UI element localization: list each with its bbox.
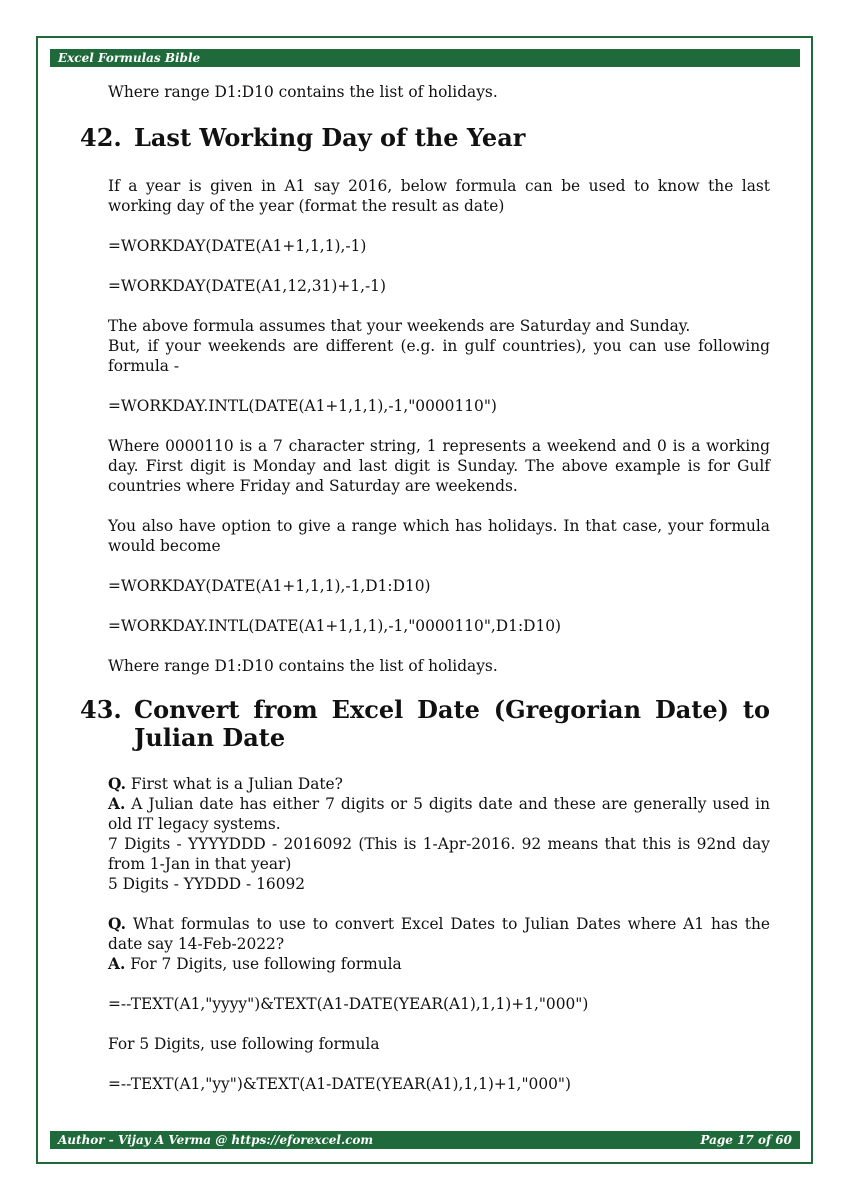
section-43-heading xyxy=(80,696,770,752)
formula: =--TEXT(A1,"yyyy")&TEXT(A1-DATE(YEAR(A1),1,1)+1,"000") xyxy=(108,995,589,1013)
formula: =WORKDAY.INTL(DATE(A1+1,1,1),-1,"0000110",D1:D10) xyxy=(108,617,562,635)
question-text: What formulas to use to convert Excel Dates to Julian Dates where A1 has the date say 14-Feb-2022? xyxy=(108,915,770,953)
question xyxy=(108,774,770,794)
paragraph: But, if your weekends are different (e.g. in gulf countries), you can use following formula - xyxy=(108,337,770,375)
section-42-title: Last Working Day of the Year xyxy=(134,123,526,152)
section-43-title: Convert from Excel Date (Gregorian Date) to Julian Date xyxy=(134,695,770,752)
paragraph: 5 Digits - YYDDD - 16092 xyxy=(108,875,306,893)
answer xyxy=(108,794,770,834)
paragraph: You also have option to give a range which has holidays. In that case, your formula would become xyxy=(108,517,770,555)
page-footer xyxy=(50,1131,800,1149)
answer-text: For 7 Digits, use following formula xyxy=(125,955,402,973)
paragraph: Where range D1:D10 contains the list of holidays. xyxy=(108,657,498,675)
paragraph: For 5 Digits, use following formula xyxy=(108,1035,380,1053)
paragraph: If a year is given in A1 say 2016, below formula can be used to know the last working day of the year (format the result as date) xyxy=(108,177,770,215)
intro-line: Where range D1:D10 contains the list of holidays. xyxy=(108,83,498,101)
question-label: Q. xyxy=(108,915,126,933)
section-42-number: 42. xyxy=(80,123,122,152)
question xyxy=(108,914,770,954)
answer-text: A Julian date has either 7 digits or 5 digits date and these are generally used in old IT legacy systems. xyxy=(108,795,770,833)
formula: =--TEXT(A1,"yy")&TEXT(A1-DATE(YEAR(A1),1,1)+1,"000") xyxy=(108,1075,571,1093)
formula: =WORKDAY(DATE(A1+1,1,1),-1,D1:D10) xyxy=(108,577,431,595)
page-content xyxy=(80,82,770,1094)
footer-author: Author - Vijay A Verma @ https://eforexcel.com xyxy=(58,1133,374,1147)
footer-page-number: Page 17 of 60 xyxy=(700,1133,792,1147)
question-text: First what is a Julian Date? xyxy=(126,775,343,793)
question-label: Q. xyxy=(108,775,126,793)
answer-label: A. xyxy=(108,795,126,813)
paragraph: Where 0000110 is a 7 character string, 1 represents a weekend and 0 is a working day. First digit is Monday and last digit is Sunday. The above example is for Gulf countries where Friday and Saturday are weekends. xyxy=(108,437,770,495)
formula: =WORKDAY(DATE(A1,12,31)+1,-1) xyxy=(108,277,386,295)
page-header xyxy=(50,49,800,67)
header-title: Excel Formulas Bible xyxy=(58,51,201,65)
answer xyxy=(108,954,770,974)
formula: =WORKDAY.INTL(DATE(A1+1,1,1),-1,"0000110") xyxy=(108,397,497,415)
paragraph: 7 Digits - YYYYDDD - 2016092 (This is 1-Apr-2016. 92 means that this is 92nd day from 1-Jan in that year) xyxy=(108,835,770,873)
section-42-heading xyxy=(80,124,770,152)
paragraph: The above formula assumes that your weekends are Saturday and Sunday. xyxy=(108,317,691,335)
answer-label: A. xyxy=(108,955,126,973)
formula: =WORKDAY(DATE(A1+1,1,1),-1) xyxy=(108,237,367,255)
section-43-number: 43. xyxy=(80,695,122,724)
